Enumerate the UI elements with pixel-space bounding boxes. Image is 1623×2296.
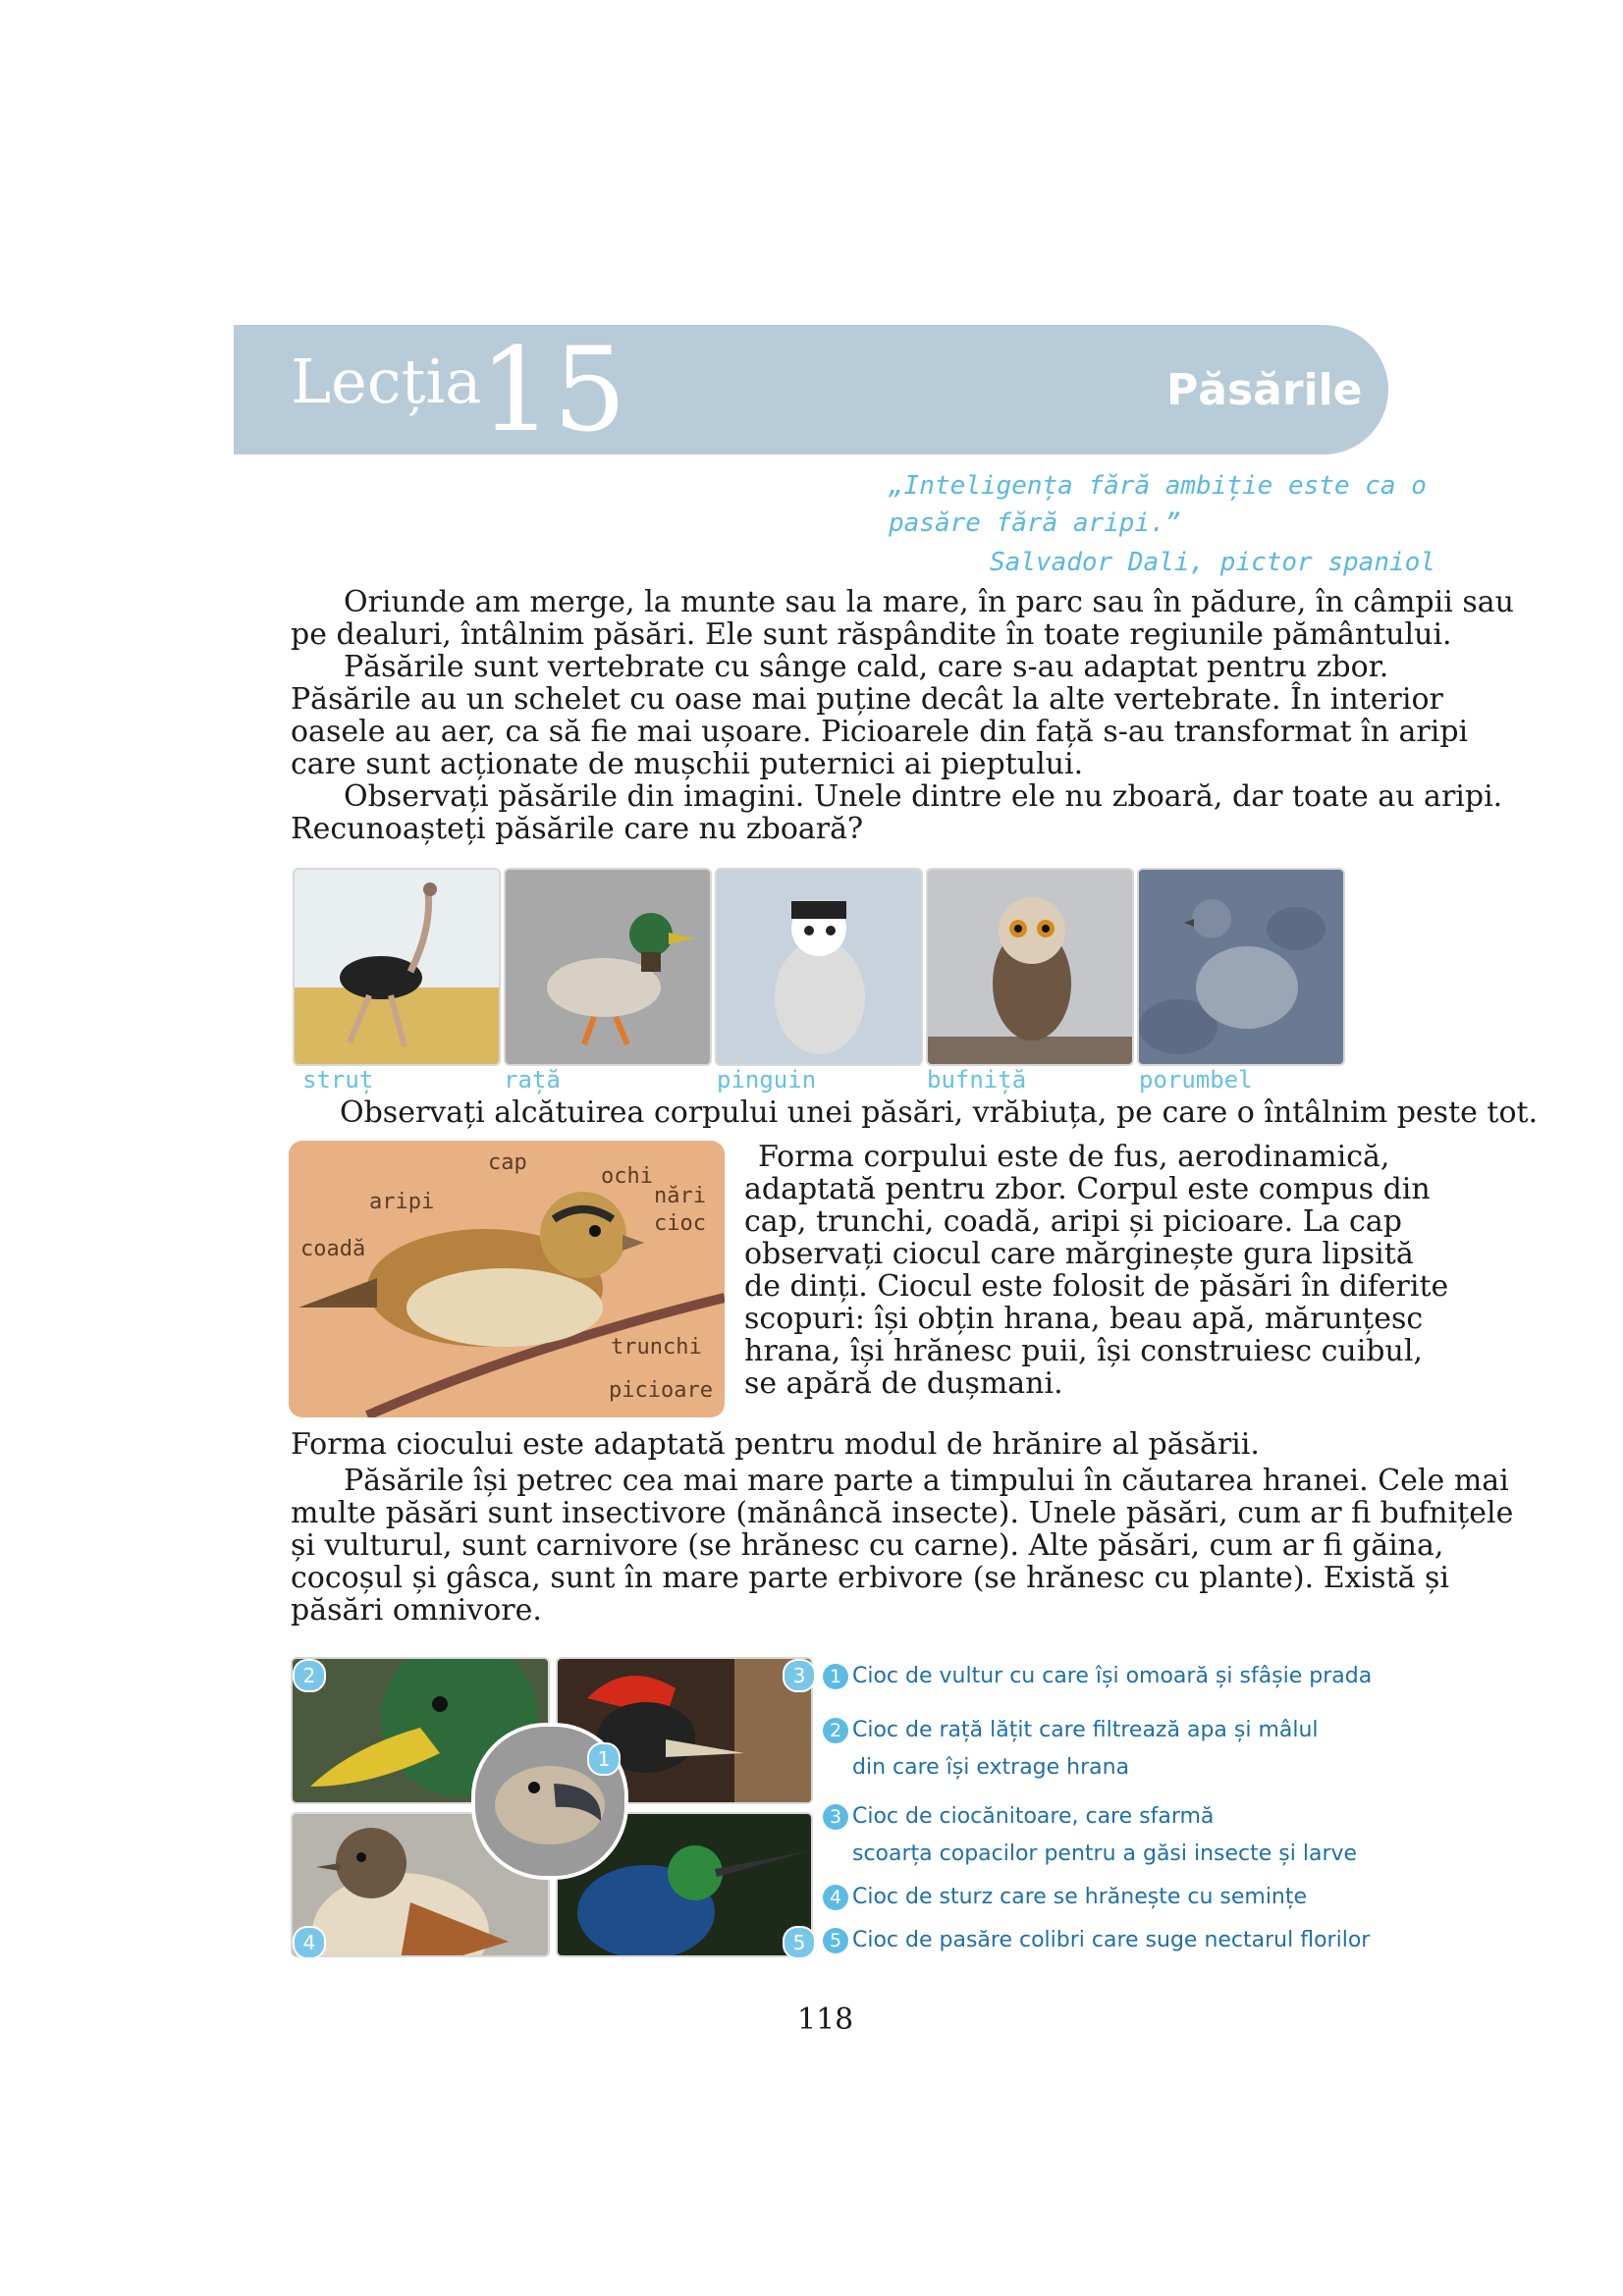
beak-text: Cioc de vultur cu care își omoară și sfâșie prada <box>852 1664 1373 1688</box>
bird-caption: bufniță <box>927 1066 1027 1094</box>
text-line: adaptată pentru zbor. Corpul este compus din <box>744 1172 1431 1206</box>
badge-1: 1 <box>587 1742 621 1776</box>
sparrow-photo <box>289 1141 725 1417</box>
quote-author: Salvador Dali, pictor spaniol <box>990 548 1435 577</box>
text-line: și vulturul, sunt carnivore (se hrănesc cu carne). Alte păsări, cum ar fi găina, <box>291 1528 1444 1563</box>
number-circle: 3 <box>823 1804 848 1830</box>
text-line: se apără de dușmani. <box>744 1366 1063 1401</box>
text-line: de dinți. Ciocul este folosit de păsări în diferite <box>744 1269 1449 1304</box>
sparrow-description <box>744 1140 1449 1401</box>
beak-item-5 <box>823 1928 1370 1953</box>
quote-line-1: „Inteligența fără ambiție este ca o <box>889 471 1427 501</box>
label-picioare: picioare <box>609 1378 713 1403</box>
label-coada: coadă <box>300 1237 366 1261</box>
text-line: care sunt acționate de mușchii puternici ai pieptului. <box>291 747 1084 781</box>
text-line: pe dealuri, întâlnim păsări. Ele sunt răspândite în toate regiunile pământului. <box>291 617 1452 652</box>
number-circle: 2 <box>823 1718 848 1743</box>
badge-5: 5 <box>783 1926 816 1959</box>
text-line: oasele au aer, ca să fie mai ușoare. Picioarele din față s-au transformat în aripi <box>291 715 1469 749</box>
text-line: hrana, își hrănesc puii, își construiesc cuibul, <box>744 1334 1423 1368</box>
lesson-number: 15 <box>479 322 627 457</box>
beak-text-continuation: scoarța copacilor pentru a găsi insecte și larve <box>852 1842 1358 1866</box>
label-trunchi: trunchi <box>611 1335 702 1360</box>
text-line: Recunoașteți păsările care nu zboară? <box>291 812 864 846</box>
text-line: Oriunde am merge, la munte sau la mare, în parc sau în pădure, în câmpii sau <box>344 585 1514 619</box>
bird-caption: pinguin <box>717 1066 817 1094</box>
beak-text: Cioc de ciocănitoare, care sfarmă <box>852 1804 1215 1829</box>
owl-photo <box>926 868 1134 1066</box>
text-line: cap, trunchi, coadă, aripi și picioare. La cap <box>744 1204 1402 1239</box>
text-line: multe păsări sunt insectivore (mănâncă insecte). Unele păsări, cum ar fi bufnițele <box>291 1496 1514 1530</box>
beak-item-2 <box>823 1718 1319 1743</box>
beak-text-continuation: din care își extrage hrana <box>852 1755 1130 1780</box>
text-line: Forma corpului este de fus, aerodinamică, <box>758 1140 1390 1174</box>
bird-caption: porumbel <box>1139 1066 1253 1094</box>
ostrich-photo <box>293 868 501 1066</box>
beak-shape-sentence: Forma ciocului este adaptată pentru modul de hrănire al păsării. <box>291 1427 1260 1462</box>
sparrow-intro: Observați alcătuirea corpului unei păsări, vrăbiuța, pe care o întâlnim peste tot. <box>340 1095 1539 1130</box>
beak-text: Cioc de pasăre colibri care suge nectarul florilor <box>852 1928 1371 1952</box>
text-line: Păsările sunt vertebrate cu sânge cald, care s-au adaptat pentru zbor. <box>344 650 1389 684</box>
text-line: scopuri: își obțin hrana, beau apă, mărunțesc <box>744 1302 1424 1336</box>
text-line: observați ciocul care mărginește gura lipsită <box>744 1237 1414 1271</box>
beak-item-1 <box>823 1664 1372 1689</box>
label-aripi: aripi <box>369 1190 435 1214</box>
beak-item-4 <box>823 1885 1307 1910</box>
bird-caption: rață <box>504 1066 561 1094</box>
text-line: păsări omnivore. <box>291 1593 542 1628</box>
label-cioc: cioc <box>654 1211 706 1236</box>
badge-3: 3 <box>783 1659 816 1692</box>
label-ochi: ochi <box>601 1164 653 1189</box>
beak-text: Cioc de rață lățit care filtrează apa și mâlul <box>852 1718 1319 1742</box>
feeding-paragraph <box>291 1464 1514 1628</box>
number-circle: 1 <box>823 1664 848 1689</box>
duck-photo <box>504 868 712 1066</box>
pigeon-photo <box>1137 868 1345 1066</box>
bird-caption: struț <box>302 1066 374 1094</box>
intro-paragraph <box>291 585 1514 846</box>
number-circle: 5 <box>823 1928 848 1953</box>
beak-text: Cioc de sturz care se hrănește cu semințe <box>852 1885 1308 1909</box>
text-line: Păsările au un schelet cu oase mai puține decât la alte vertebrate. În interior <box>291 682 1443 717</box>
lesson-title: Păsările <box>1166 365 1363 415</box>
text-line: Păsările își petrec cea mai mare parte a timpului în căutarea hranei. Cele mai <box>344 1464 1509 1498</box>
badge-2: 2 <box>293 1659 326 1692</box>
number-circle: 4 <box>823 1885 848 1910</box>
penguin-photo <box>715 868 923 1066</box>
quote-line-2: pasăre fără aripi.” <box>889 508 1181 538</box>
label-cap: cap <box>488 1150 527 1175</box>
text-line: Observați păsările din imagini. Unele dintre ele nu zboară, dar toate au aripi. <box>344 779 1503 814</box>
page-number: 118 <box>797 2002 854 2037</box>
beak-item-3 <box>823 1804 1214 1830</box>
label-nari: nări <box>654 1184 706 1208</box>
badge-4: 4 <box>293 1926 326 1959</box>
lesson-word: Lecția <box>291 346 482 417</box>
text-line: cocoșul și gâsca, sunt în mare parte erbivore (se hrănesc cu plante). Există și <box>291 1561 1449 1595</box>
